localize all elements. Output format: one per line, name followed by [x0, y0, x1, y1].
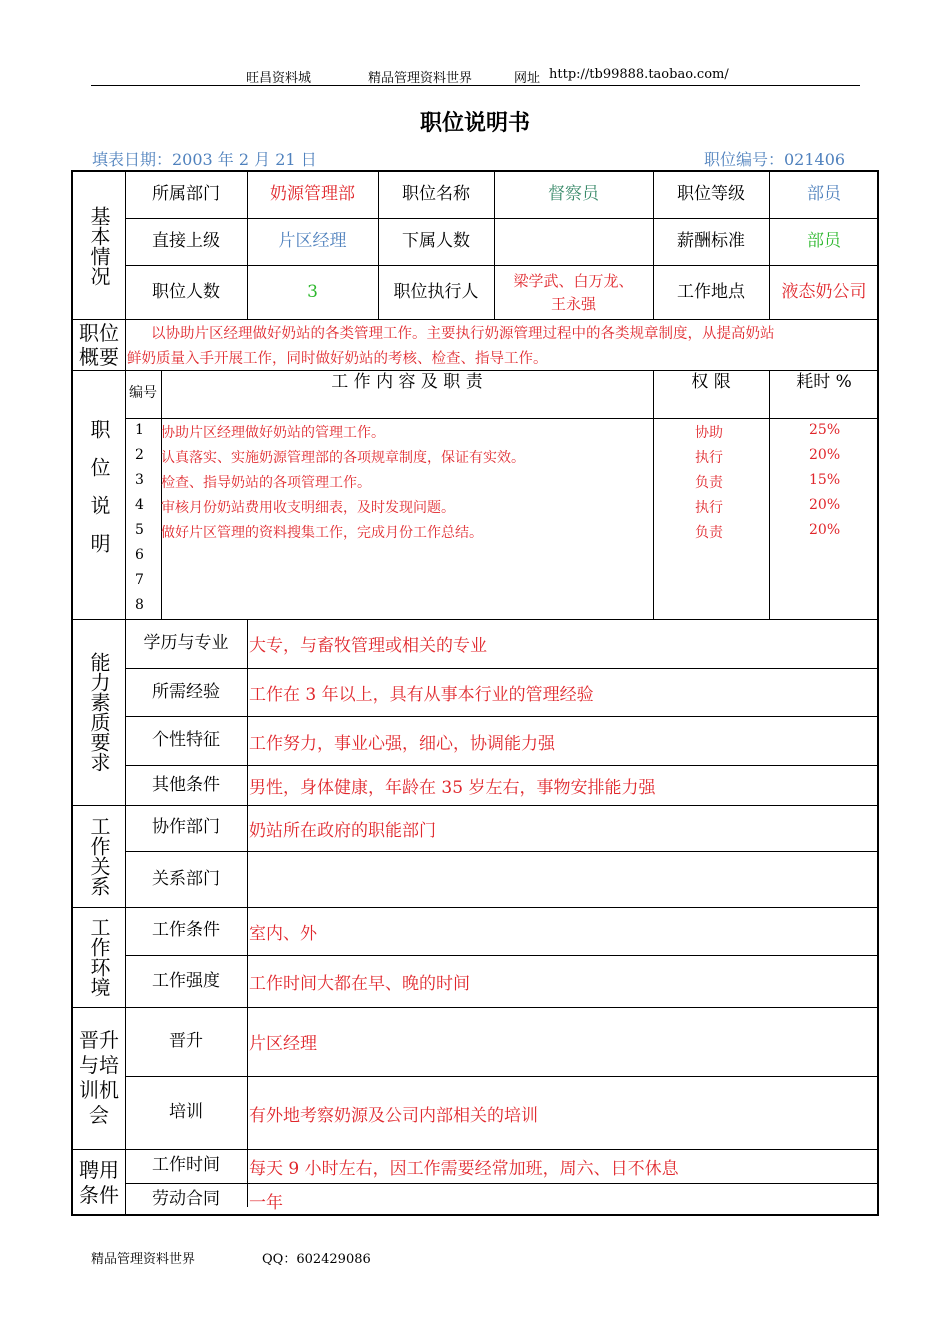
duty-time: 20% [809, 447, 841, 463]
working-hours-value: 每天 9 小时左右，因工作需要经常加班，周六、日不休息 [249, 1158, 679, 1179]
duty-no: 2 [135, 447, 144, 463]
duty-content: 检查、指导奶站的各项管理工作。 [161, 475, 371, 491]
training-value: 有外地考察奶源及公司内部相关的培训 [249, 1105, 538, 1126]
duty-authority: 执行 [695, 450, 723, 466]
duty-time: 20% [809, 497, 841, 513]
footer-brand: 精品管理资料世界 [91, 1252, 196, 1267]
fill-date: 填表日期：2003 年 2 月 21 日 [92, 150, 317, 169]
personality-label: 个性特征 [152, 730, 220, 751]
duty-no: 5 [135, 522, 144, 538]
cooperation-dept-label: 协作部门 [152, 817, 220, 838]
position-code: 职位编号：021406 [704, 150, 846, 169]
related-dept-label: 关系部门 [152, 868, 220, 889]
experience-label: 所需经验 [152, 681, 220, 702]
work-conditions-value: 室内、外 [249, 923, 317, 944]
header-url-link[interactable]: http://tb99888.taobao.com/ [549, 67, 729, 82]
work-conditions-label: 工作条件 [152, 920, 220, 941]
header-brand: 精品管理资料世界 [368, 71, 473, 86]
position-name-value: 督察员 [548, 184, 599, 205]
location-value: 液态奶公司 [781, 281, 867, 302]
job-description-table [71, 170, 879, 1216]
executor-value: 梁学武、白万龙、 王永强 [513, 272, 634, 313]
duty-no: 4 [135, 497, 144, 513]
subordinates-label: 下属人数 [402, 231, 470, 252]
headcount-label: 职位人数 [152, 281, 220, 302]
duty-authority: 负责 [695, 475, 723, 491]
working-hours-label: 工作时间 [152, 1155, 220, 1176]
dept-value: 奶源管理部 [270, 184, 355, 205]
section-ability: 能力素质要求 [87, 652, 111, 772]
header-divider [91, 85, 860, 86]
executor-label: 职位执行人 [393, 281, 479, 302]
col-content-header: 工 作 内 容 及 职 责 [331, 372, 483, 393]
duty-content: 审核月份奶站费用收支明细表，及时发现问题。 [161, 500, 455, 516]
duty-content: 做好片区管理的资料搜集工作，完成月份工作总结。 [161, 525, 483, 541]
labor-contract-value: 一年 [249, 1192, 283, 1213]
page-title: 职位说明书 [419, 110, 530, 136]
salary-label: 薪酬标准 [677, 231, 745, 252]
duty-no: 8 [135, 597, 144, 613]
subordinates-value [494, 219, 653, 265]
position-name-label: 职位名称 [402, 184, 470, 205]
section-environment: 工作环境 [87, 917, 111, 997]
col-no-header: 编号 [129, 385, 157, 402]
work-intensity-label: 工作强度 [152, 970, 220, 991]
col-time-header: 耗时 % [796, 372, 852, 393]
duty-time: 15% [809, 472, 841, 488]
section-duties: 职位说明 [87, 418, 111, 571]
salary-value: 部员 [807, 231, 841, 252]
duty-authority: 协助 [695, 425, 723, 441]
summary-text: 以协助片区经理做好奶站的各类管理工作。主要执行奶源管理过程中的各类规章制度，从提高奶站 鲜奶质量入手开展工作，同时做好奶站的考核、检查、指导工作。 [127, 326, 775, 367]
duty-no: 6 [135, 547, 144, 563]
duty-authority: 执行 [695, 500, 723, 516]
headcount-value: 3 [307, 281, 318, 302]
education-label: 学历与专业 [143, 632, 229, 653]
cooperation-dept-value: 奶站所在政府的职能部门 [249, 820, 436, 841]
work-intensity-value: 工作时间大都在早、晚的时间 [249, 974, 470, 994]
supervisor-label: 直接上级 [152, 231, 220, 252]
duty-authority: 负责 [695, 525, 723, 541]
other-conditions-value: 男性，身体健康，年龄在 35 岁左右，事物安排能力强 [249, 778, 656, 798]
col-authority-header: 权 限 [691, 372, 731, 393]
supervisor-value: 片区经理 [278, 231, 347, 252]
labor-contract-label: 劳动合同 [152, 1189, 220, 1210]
related-dept-value [249, 852, 877, 907]
dept-label: 所属部门 [152, 184, 220, 205]
section-relations: 工作关系 [87, 816, 111, 896]
education-value: 大专，与畜牧管理或相关的专业 [249, 636, 487, 656]
duty-time: 25% [809, 422, 841, 438]
section-basic: 基本情况 [87, 205, 111, 286]
duty-content: 认真落实、实施奶源管理部的各项规章制度，保证有实效。 [161, 450, 525, 466]
header-url-label: 网址 [514, 71, 541, 86]
promotion-value: 片区经理 [249, 1034, 317, 1054]
section-hiring: 聘用 条件 [79, 1157, 119, 1207]
training-label: 培训 [169, 1102, 203, 1123]
experience-value: 工作在 3 年以上，具有从事本行业的管理经验 [249, 685, 594, 705]
duty-time: 20% [809, 522, 841, 538]
promotion-label: 晋升 [169, 1030, 203, 1051]
section-summary: 职位 概要 [79, 321, 119, 369]
footer-qq: QQ：602429086 [262, 1252, 371, 1267]
duty-content: 协助片区经理做好奶站的管理工作。 [161, 425, 385, 441]
section-promotion-training: 晋升 与培 训机 会 [79, 1028, 119, 1127]
duty-no: 7 [135, 572, 144, 588]
personality-value: 工作努力，事业心强，细心，协调能力强 [249, 733, 555, 754]
header-site-name: 旺昌资料城 [246, 71, 312, 86]
duty-no: 3 [135, 472, 144, 488]
location-label: 工作地点 [677, 281, 745, 302]
grade-label: 职位等级 [677, 184, 745, 205]
other-conditions-label: 其他条件 [152, 774, 220, 795]
duty-no: 1 [135, 422, 144, 438]
grade-value: 部员 [807, 184, 841, 205]
